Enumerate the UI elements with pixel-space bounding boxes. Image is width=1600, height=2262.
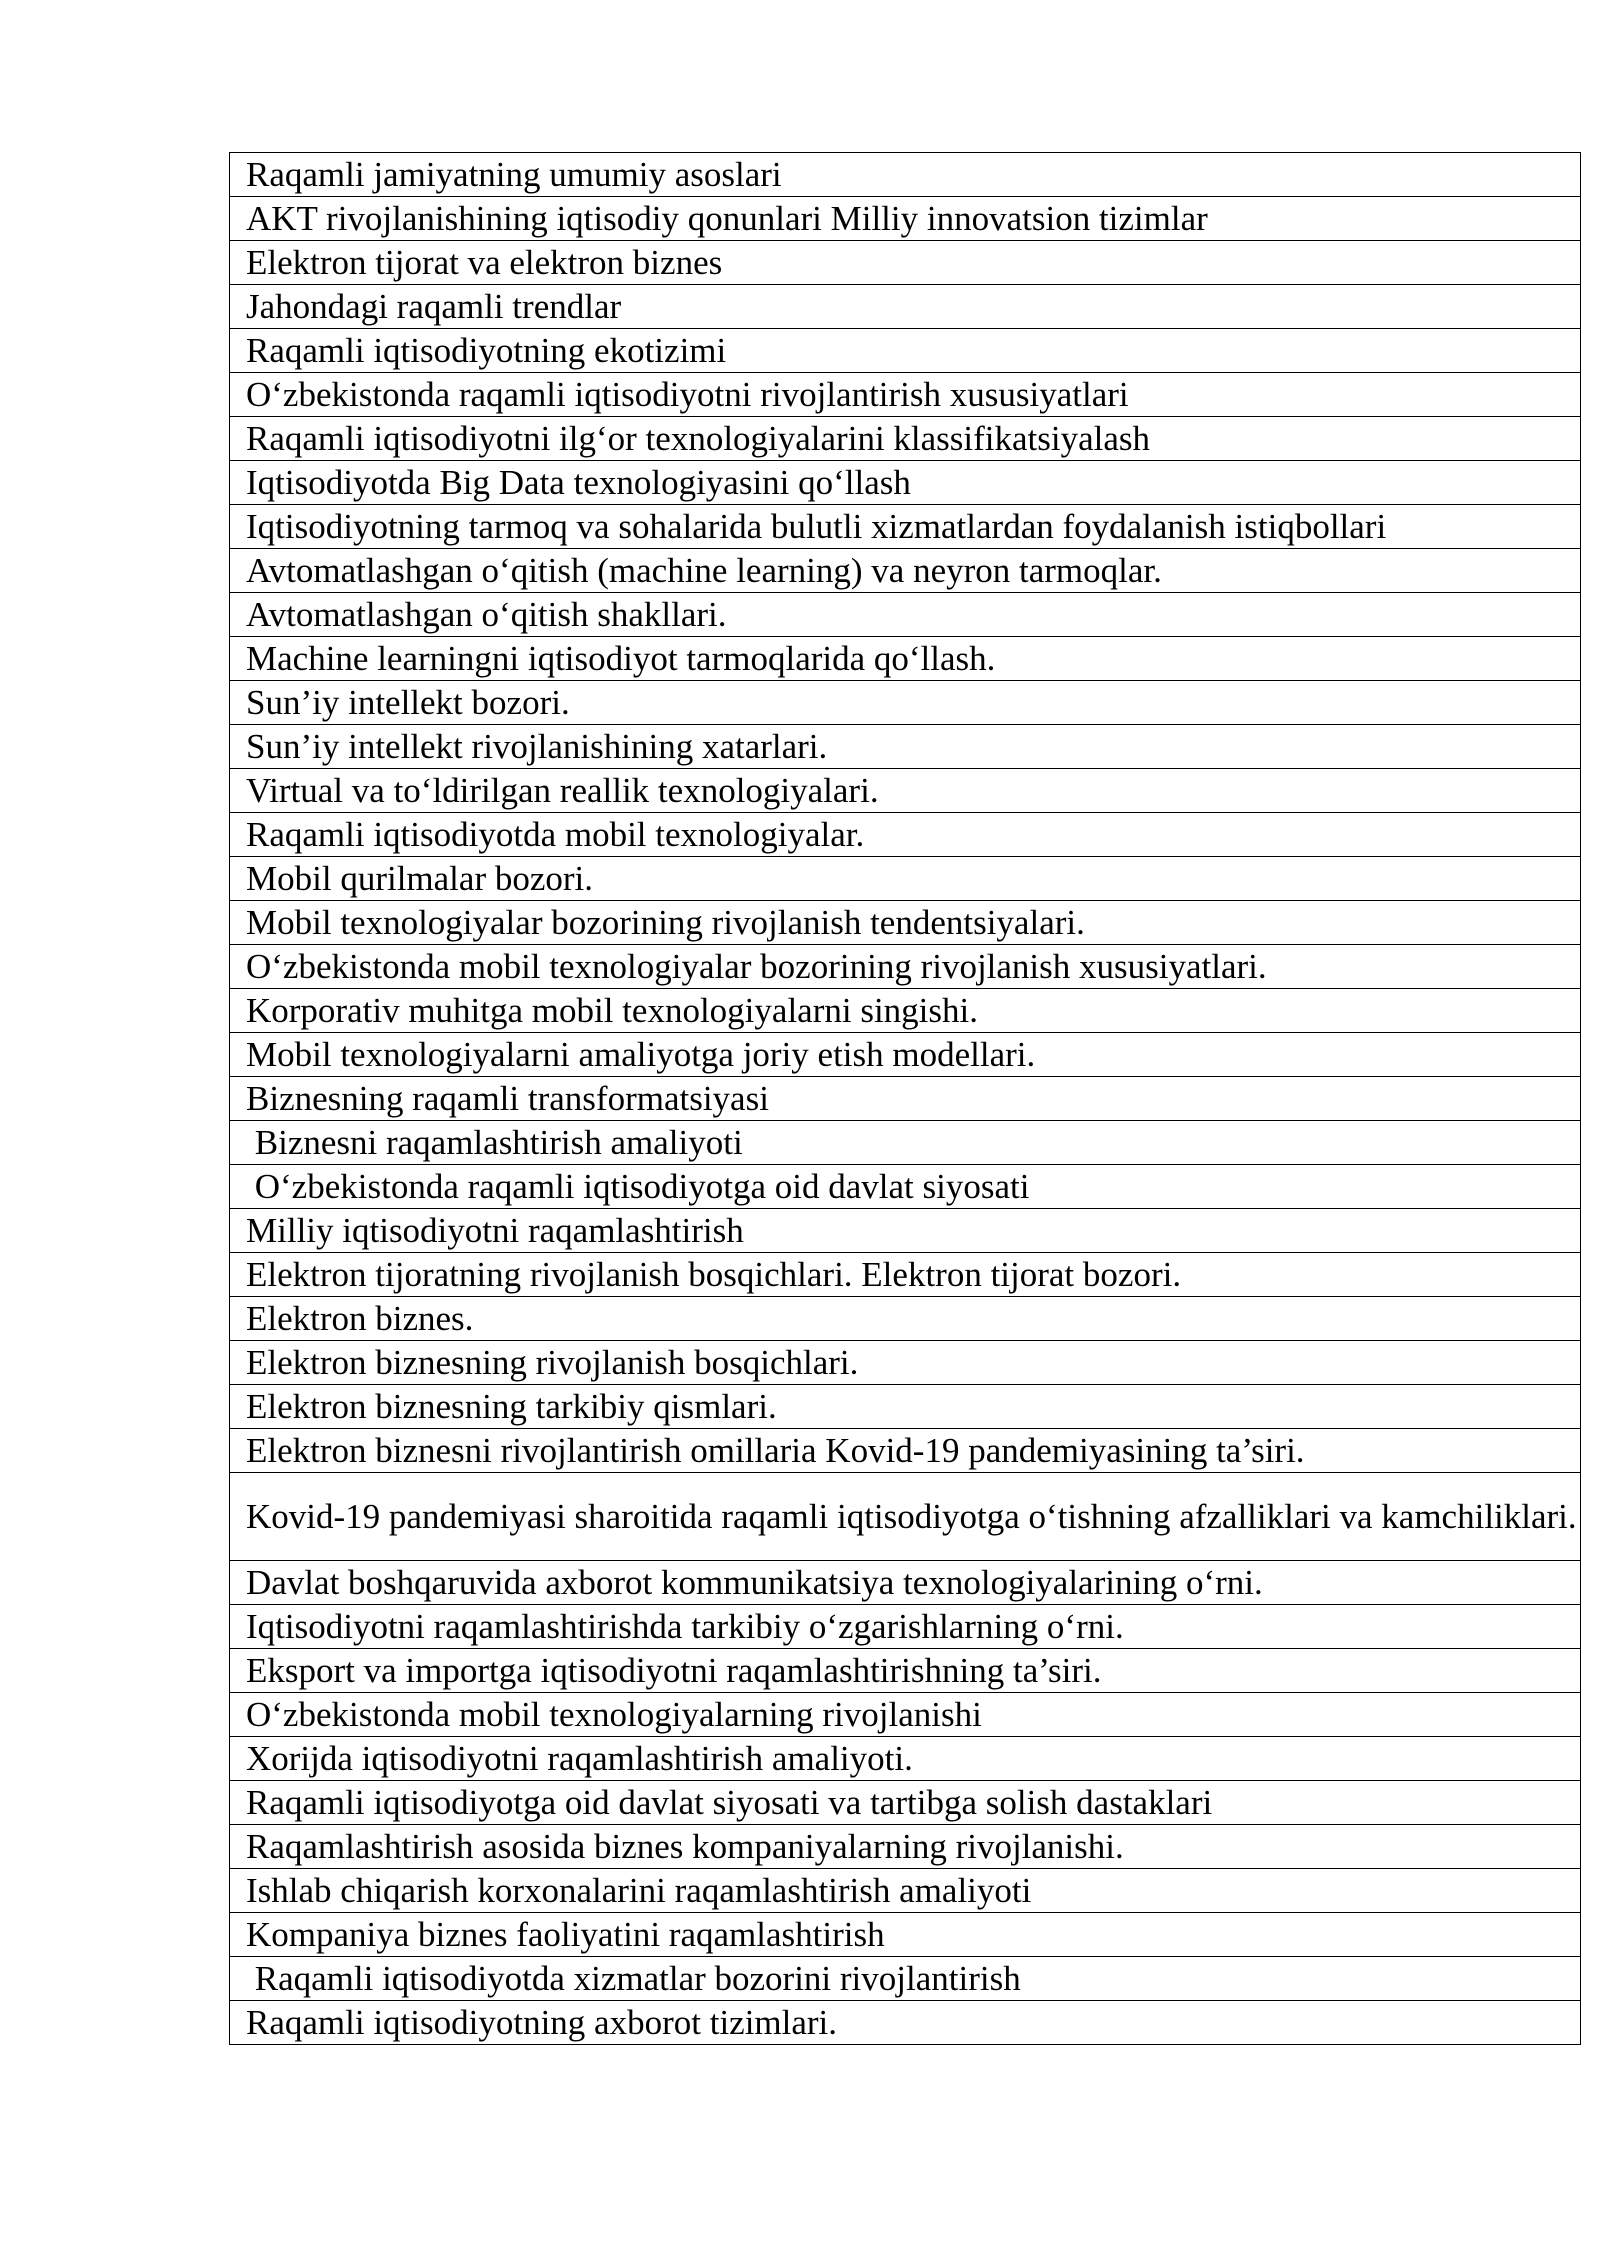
table-row xyxy=(230,1869,1581,1913)
table-row xyxy=(230,989,1581,1033)
table-row xyxy=(230,1737,1581,1781)
table-row xyxy=(230,1693,1581,1737)
topic-cell: Korporativ muhitga mobil texnologiyalarni singishi. xyxy=(230,989,1581,1033)
topic-cell: Iqtisodiyotni raqamlashtirishda tarkibiy o‘zgarishlarning o‘rni. xyxy=(230,1605,1581,1649)
table-row xyxy=(230,637,1581,681)
topics-table xyxy=(229,152,1581,2045)
topic-cell: Eksport va importga iqtisodiyotni raqamlashtirishning ta’siri. xyxy=(230,1649,1581,1693)
topic-cell: Elektron biznesning tarkibiy qismlari. xyxy=(230,1385,1581,1429)
topic-cell: Raqamli iqtisodiyotda xizmatlar bozorini rivojlantirish xyxy=(230,1957,1581,2001)
table-row xyxy=(230,1253,1581,1297)
table-row xyxy=(230,1209,1581,1253)
table-row xyxy=(230,2001,1581,2045)
table-row xyxy=(230,197,1581,241)
topic-cell: Machine learningni iqtisodiyot tarmoqlarida qo‘llash. xyxy=(230,637,1581,681)
table-row xyxy=(230,1957,1581,2001)
table-row xyxy=(230,1077,1581,1121)
table-row xyxy=(230,593,1581,637)
topic-cell: Kovid-19 pandemiyasi sharoitida raqamli iqtisodiyotga o‘tishning afzalliklari va kamchiliklari. xyxy=(230,1473,1581,1561)
topic-cell: Jahondagi raqamli trendlar xyxy=(230,285,1581,329)
table-row xyxy=(230,1605,1581,1649)
topic-cell: Ishlab chiqarish korxonalarini raqamlashtirish amaliyoti xyxy=(230,1869,1581,1913)
table-row xyxy=(230,1033,1581,1077)
table-row xyxy=(230,373,1581,417)
topic-cell: O‘zbekistonda mobil texnologiyalarning rivojlanishi xyxy=(230,1693,1581,1737)
topic-cell: Elektron biznesning rivojlanish bosqichlari. xyxy=(230,1341,1581,1385)
table-row xyxy=(230,681,1581,725)
topic-cell: Raqamli iqtisodiyotning ekotizimi xyxy=(230,329,1581,373)
topic-cell: Sun’iy intellekt rivojlanishining xatarlari. xyxy=(230,725,1581,769)
topic-cell: Elektron biznes. xyxy=(230,1297,1581,1341)
topic-cell: Raqamli iqtisodiyotning axborot tizimlari. xyxy=(230,2001,1581,2045)
topic-cell: Avtomatlashgan o‘qitish (machine learning) va neyron tarmoqlar. xyxy=(230,549,1581,593)
topic-cell: Iqtisodiyotning tarmoq va sohalarida bulutli xizmatlardan foydalanish istiqbollari xyxy=(230,505,1581,549)
topic-cell: Virtual va to‘ldirilgan reallik texnologiyalari. xyxy=(230,769,1581,813)
topic-cell: Raqamlashtirish asosida biznes kompaniyalarning rivojlanishi. xyxy=(230,1825,1581,1869)
topic-cell: Mobil texnologiyalar bozorining rivojlanish tendentsiyalari. xyxy=(230,901,1581,945)
topic-cell: Mobil texnologiyalarni amaliyotga joriy etish modellari. xyxy=(230,1033,1581,1077)
table-row xyxy=(230,1781,1581,1825)
topic-cell: AKT rivojlanishining iqtisodiy qonunlari Milliy innovatsion tizimlar xyxy=(230,197,1581,241)
table-row xyxy=(230,1473,1581,1561)
table-row xyxy=(230,153,1581,197)
topics-table-body xyxy=(230,153,1581,2045)
table-row xyxy=(230,549,1581,593)
table-row xyxy=(230,417,1581,461)
topic-cell: Raqamli iqtisodiyotda mobil texnologiyalar. xyxy=(230,813,1581,857)
table-row xyxy=(230,1297,1581,1341)
topic-cell: Avtomatlashgan o‘qitish shakllari. xyxy=(230,593,1581,637)
table-row xyxy=(230,945,1581,989)
table-row xyxy=(230,329,1581,373)
topic-cell: O‘zbekistonda raqamli iqtisodiyotga oid davlat siyosati xyxy=(230,1165,1581,1209)
topic-cell: Elektron tijorat va elektron biznes xyxy=(230,241,1581,285)
table-row xyxy=(230,285,1581,329)
table-row xyxy=(230,901,1581,945)
topic-cell: Raqamli iqtisodiyotni ilg‘or texnologiyalarini klassifikatsiyalash xyxy=(230,417,1581,461)
table-row xyxy=(230,1561,1581,1605)
table-row xyxy=(230,1649,1581,1693)
table-row xyxy=(230,1429,1581,1473)
table-row xyxy=(230,1121,1581,1165)
topic-cell: Xorijda iqtisodiyotni raqamlashtirish amaliyoti. xyxy=(230,1737,1581,1781)
table-row xyxy=(230,1341,1581,1385)
topic-cell: Elektron biznesni rivojlantirish omillaria Kovid-19 pandemiyasining ta’siri. xyxy=(230,1429,1581,1473)
topic-cell: Biznesning raqamli transformatsiyasi xyxy=(230,1077,1581,1121)
topic-cell: Milliy iqtisodiyotni raqamlashtirish xyxy=(230,1209,1581,1253)
topic-cell: Mobil qurilmalar bozori. xyxy=(230,857,1581,901)
topic-cell: Biznesni raqamlashtirish amaliyoti xyxy=(230,1121,1581,1165)
table-row xyxy=(230,725,1581,769)
topic-cell: Raqamli iqtisodiyotga oid davlat siyosati va tartibga solish dastaklari xyxy=(230,1781,1581,1825)
table-row xyxy=(230,461,1581,505)
table-row xyxy=(230,505,1581,549)
table-row xyxy=(230,1385,1581,1429)
topic-cell: Kompaniya biznes faoliyatini raqamlashtirish xyxy=(230,1913,1581,1957)
table-row xyxy=(230,769,1581,813)
topic-cell: O‘zbekistonda mobil texnologiyalar bozorining rivojlanish xususiyatlari. xyxy=(230,945,1581,989)
topic-cell: Sun’iy intellekt bozori. xyxy=(230,681,1581,725)
table-row xyxy=(230,857,1581,901)
topic-cell: Elektron tijoratning rivojlanish bosqichlari. Elektron tijorat bozori. xyxy=(230,1253,1581,1297)
topic-cell: Raqamli jamiyatning umumiy asoslari xyxy=(230,153,1581,197)
table-row xyxy=(230,1913,1581,1957)
table-row xyxy=(230,1165,1581,1209)
topic-cell: O‘zbekistonda raqamli iqtisodiyotni rivojlantirish xususiyatlari xyxy=(230,373,1581,417)
topic-cell: Iqtisodiyotda Big Data texnologiyasini qo‘llash xyxy=(230,461,1581,505)
table-row xyxy=(230,241,1581,285)
table-row xyxy=(230,813,1581,857)
topic-cell: Davlat boshqaruvida axborot kommunikatsiya texnologiyalarining o‘rni. xyxy=(230,1561,1581,1605)
table-row xyxy=(230,1825,1581,1869)
